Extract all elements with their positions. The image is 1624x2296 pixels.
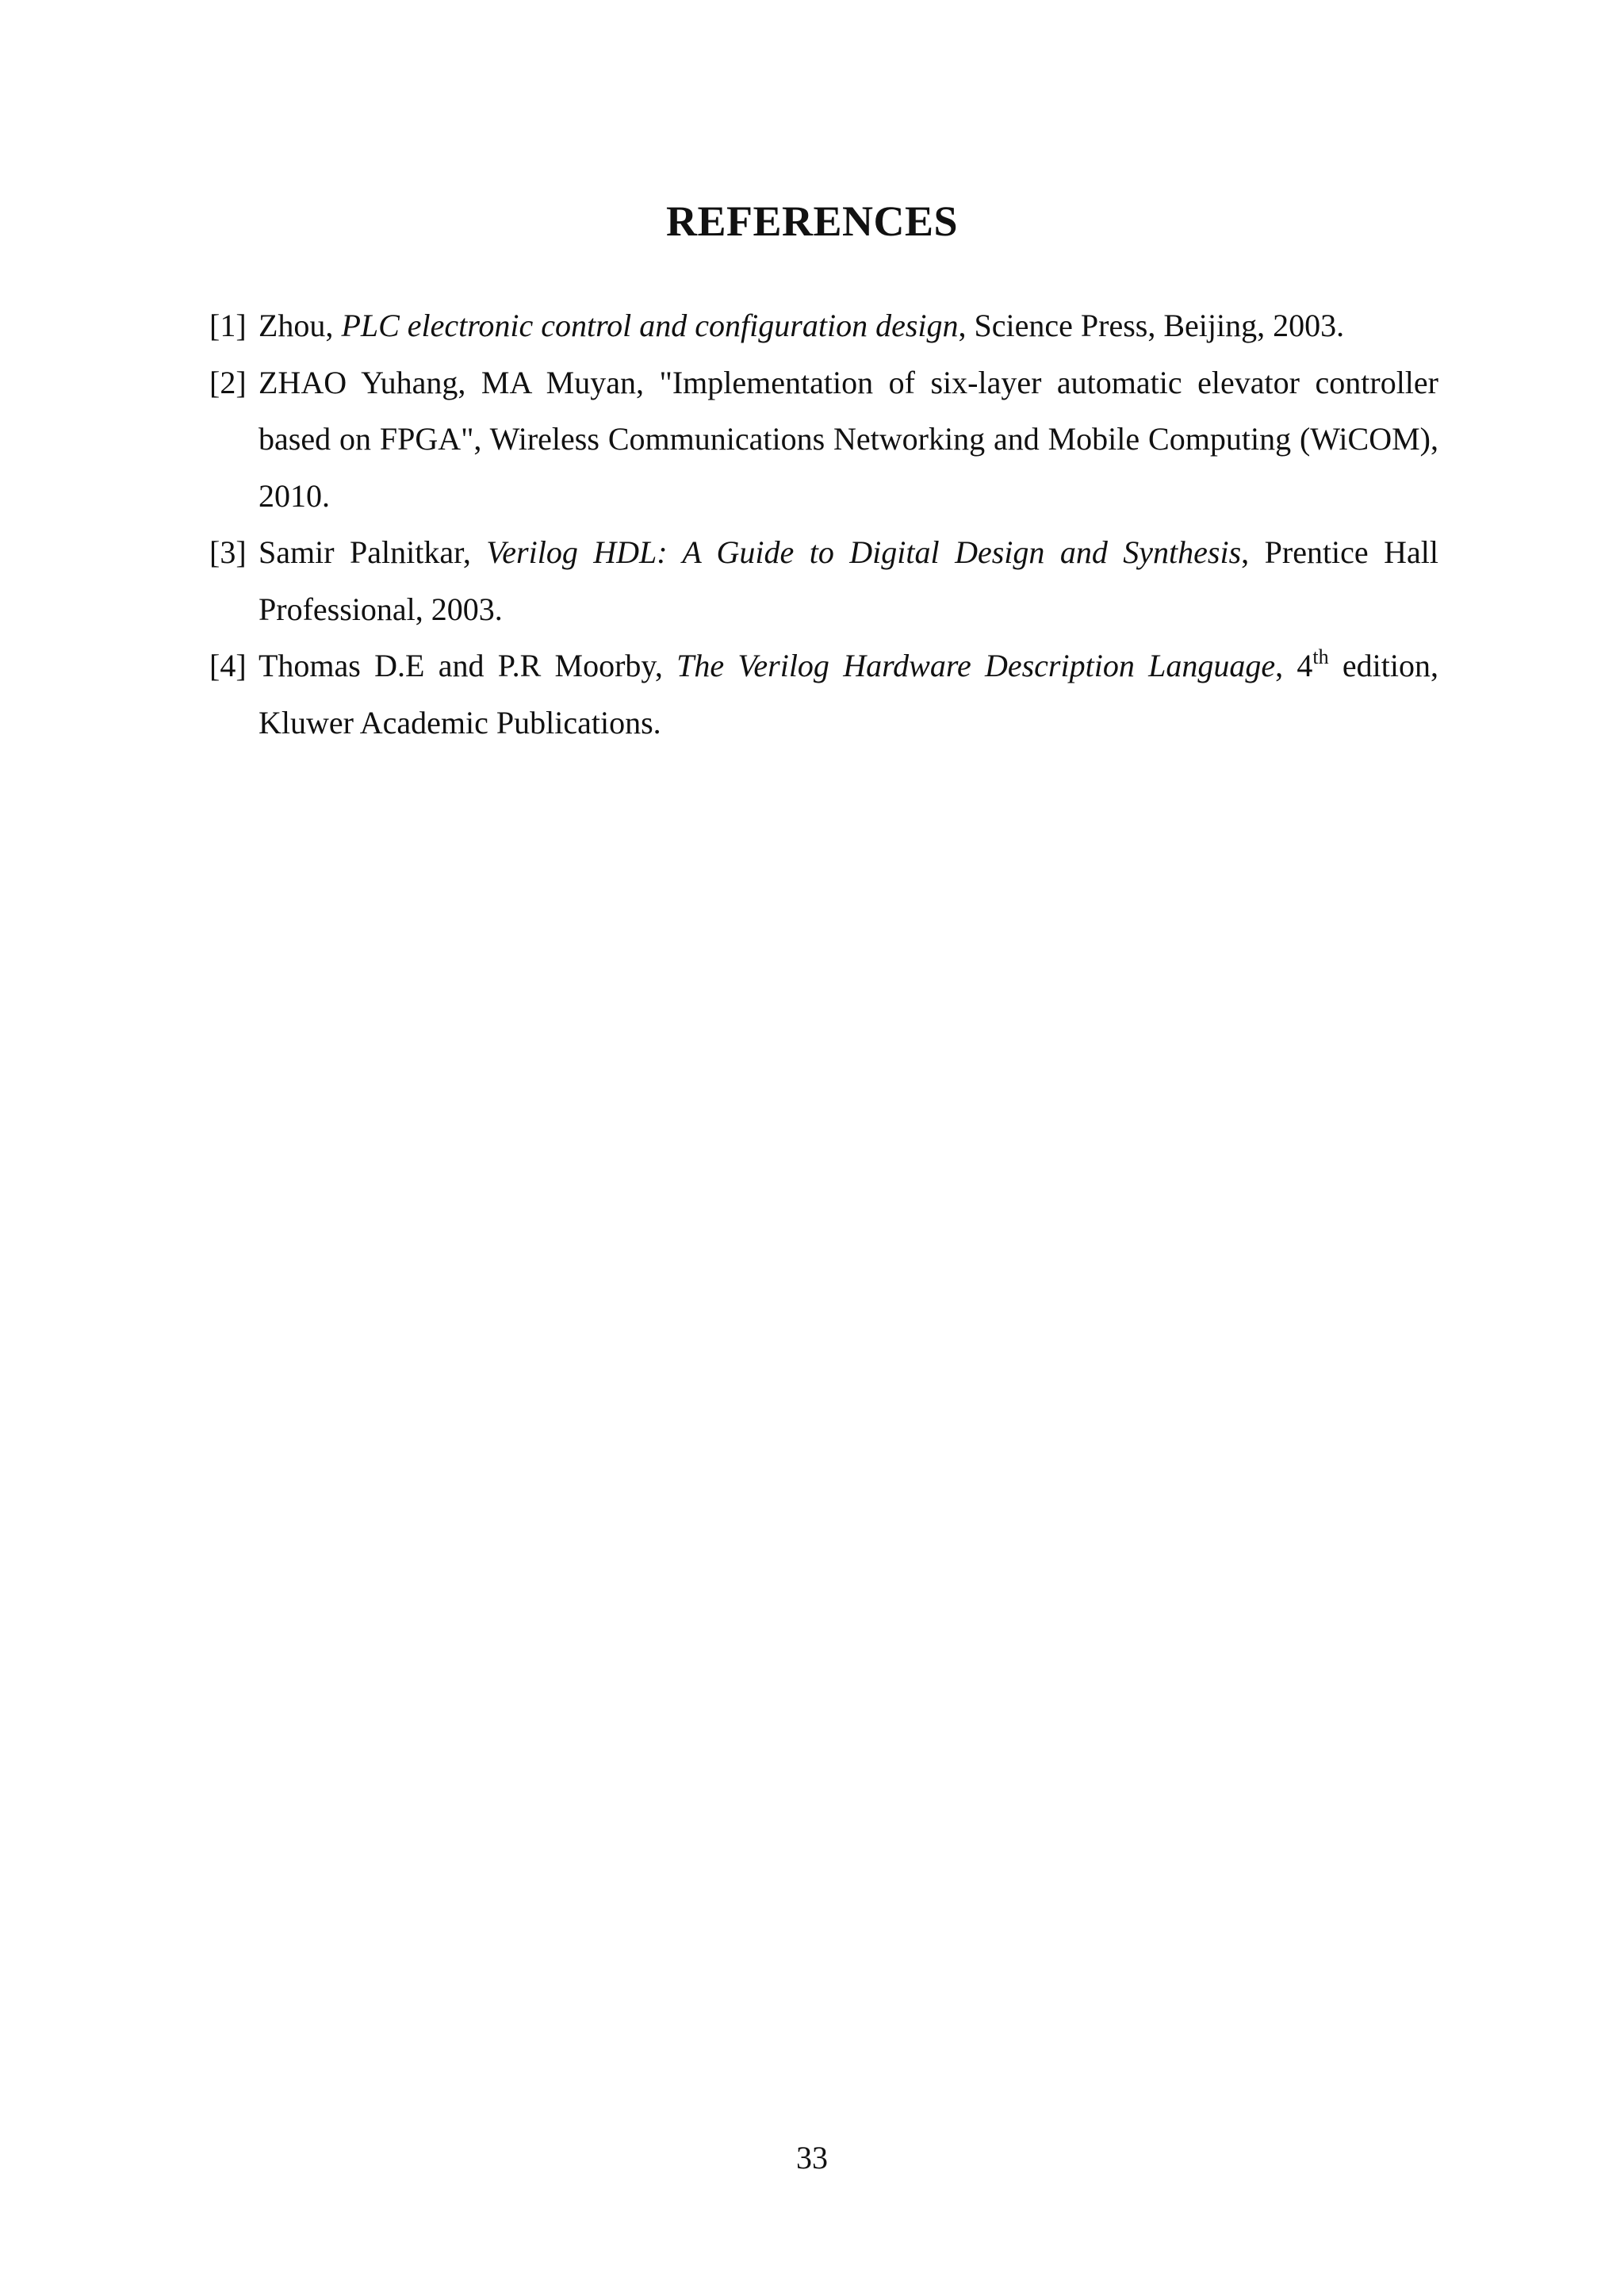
reference-author: Thomas D.E and P.R Moorby, — [259, 648, 677, 683]
reference-work-title: Verilog HDL: A Guide to Digital Design and Synthesis — [486, 534, 1242, 570]
reference-item-4 — [209, 637, 1438, 751]
reference-text — [259, 637, 1438, 751]
reference-text — [259, 297, 1438, 354]
reference-author: Samir Palnitkar, — [259, 534, 487, 570]
reference-text — [259, 524, 1438, 637]
reference-number: [2] — [209, 364, 247, 400]
page-title: REFERENCES — [665, 197, 959, 245]
reference-text: ZHAO Yuhang, MA Muyan, "Implementation of six-layer automatic elevator controller based on FPGA", Wireless Communications Networking and Mobile Computing (WiCOM), 2010. — [259, 364, 1438, 514]
reference-number: [1] — [209, 308, 247, 343]
page-number: 33 — [796, 2140, 828, 2175]
reference-number: [4] — [209, 648, 247, 683]
reference-item-1 — [209, 297, 1438, 354]
reference-item-3 — [209, 524, 1438, 637]
reference-edition: , 4 — [1275, 648, 1313, 683]
reference-number: [3] — [209, 534, 247, 570]
reference-edition-superscript: th — [1312, 645, 1329, 668]
reference-item-2 — [209, 354, 1438, 525]
reference-details: edition, Kluwer Academic Publications. — [259, 648, 1439, 740]
reference-author: Zhou, — [259, 308, 342, 343]
reference-details: , Prentice Hall Professional, 2003. — [259, 534, 1438, 627]
reference-work-title: The Verilog Hardware Description Language — [676, 648, 1276, 683]
reference-details: , Science Press, Beijing, 2003. — [958, 308, 1345, 343]
reference-list — [209, 297, 1438, 751]
reference-work-title: PLC electronic control and configuration design — [341, 308, 959, 343]
